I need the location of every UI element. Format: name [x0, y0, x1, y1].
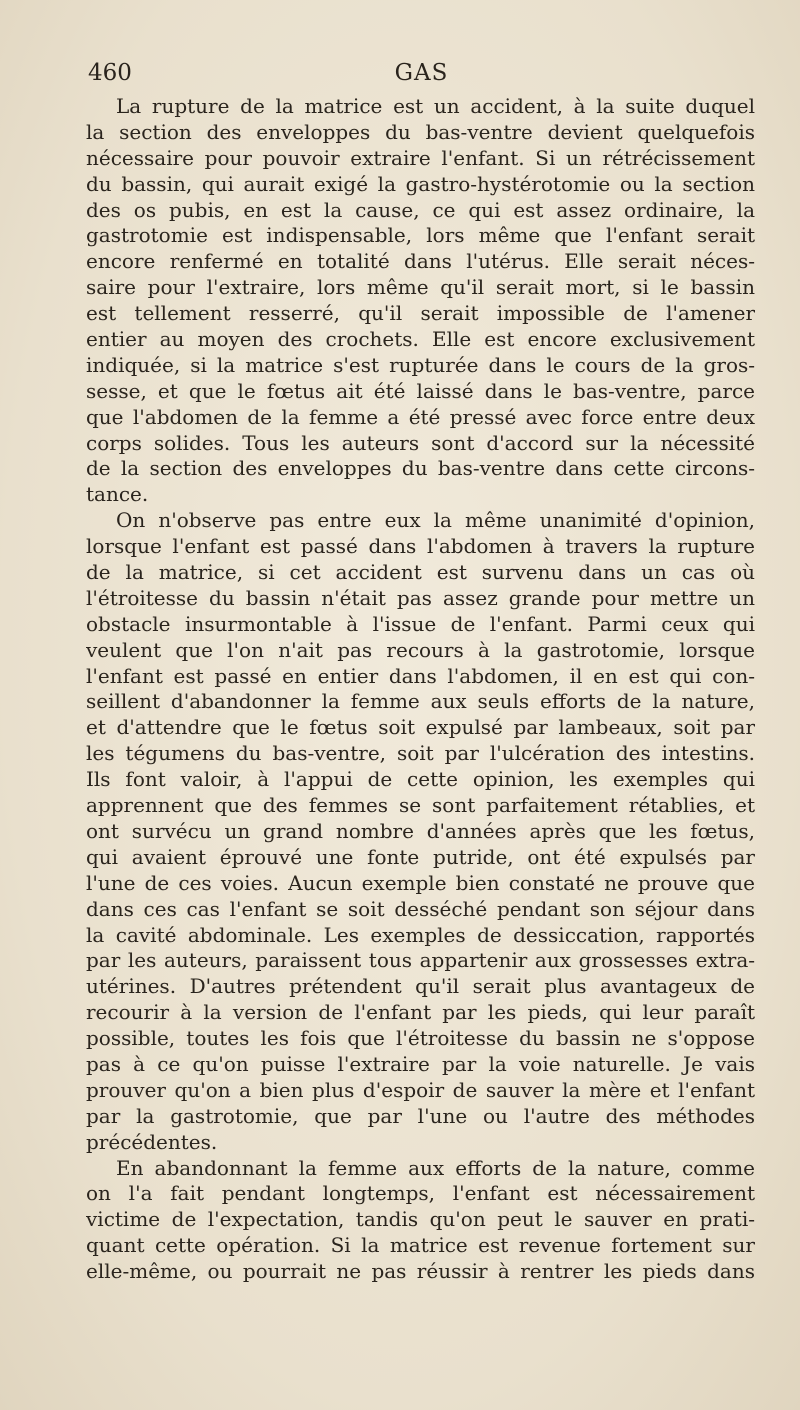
text-line: seillent d'abandonner la femme aux seuls efforts de la nature,	[86, 689, 755, 714]
body-text	[86, 94, 755, 1285]
text-line: pas à ce qu'on puisse l'extraire par la voie naturelle. Je vais	[86, 1051, 755, 1076]
text-line: On n'observe pas entre eux la même unanimité d'opinion,	[116, 508, 755, 533]
text-line: qui avaient éprouvé une fonte putride, ont été expulsés par	[86, 844, 755, 869]
text-line: La rupture de la matrice est un accident, à la suite duquel	[116, 94, 755, 118]
text-line: veulent que l'on n'ait pas recours à la gastrotomie, lorsque	[86, 637, 755, 662]
text-line: de la section des enveloppes du bas-ventre dans cette circons-	[86, 456, 755, 481]
text-line: du bassin, qui aurait exigé la gastro-hystérotomie ou la section	[86, 171, 755, 196]
text-line: des os pubis, en est la cause, ce qui est assez ordinaire, la	[86, 197, 755, 222]
text-line: les tégumens du bas-ventre, soit par l'ulcération des intestins.	[86, 741, 755, 766]
text-line: obstacle insurmontable à l'issue de l'enfant. Parmi ceux qui	[86, 611, 755, 636]
text-line: la section des enveloppes du bas-ventre devient quelquefois	[86, 119, 755, 144]
text-line: nécessaire pour pouvoir extraire l'enfant. Si un rétrécissement	[86, 145, 755, 170]
text-line: prouver qu'on a bien plus d'espoir de sauver la mère et l'enfant	[86, 1077, 755, 1102]
text-line: l'une de ces voies. Aucun exemple bien constaté ne prouve que	[86, 870, 755, 895]
text-line: indiquée, si la matrice s'est rupturée dans le cours de la gros-	[86, 352, 755, 377]
text-line: Ils font valoir, à l'appui de cette opinion, les exemples qui	[86, 767, 755, 792]
text-line: que l'abdomen de la femme a été pressé avec force entre deux	[86, 404, 755, 429]
text-line: possible, toutes les fois que l'étroitesse du bassin ne s'oppose	[86, 1026, 755, 1051]
text-line: par la gastrotomie, que par l'une ou l'autre des méthodes	[86, 1103, 755, 1128]
text-line: on l'a fait pendant longtemps, l'enfant est nécessairement	[86, 1181, 755, 1206]
text-line: saire pour l'extraire, lors même qu'il serait mort, si le bassin	[86, 275, 755, 300]
text-line: recourir à la version de l'enfant par les pieds, qui leur paraît	[86, 1000, 755, 1025]
text-line: est tellement resserré, qu'il serait impossible de l'amener	[86, 301, 755, 326]
text-line: de la matrice, si cet accident est survenu dans un cas où	[86, 560, 755, 585]
running-head: GAS	[394, 60, 449, 86]
text-line: encore renfermé en totalité dans l'utérus. Elle serait néces-	[86, 249, 755, 274]
text-line: apprennent que des femmes se sont parfaitement rétablies, et	[86, 793, 755, 818]
text-line: et d'attendre que le fœtus soit expulsé par lambeaux, soit par	[86, 715, 755, 740]
text-line: sesse, et que le fœtus ait été laissé dans le bas-ventre, parce	[86, 378, 755, 403]
text-line: En abandonnant la femme aux efforts de la nature, comme	[116, 1155, 755, 1180]
text-line: la cavité abdominale. Les exemples de dessiccation, rapportés	[86, 922, 755, 947]
text-line: lorsque l'enfant est passé dans l'abdomen à travers la rupture	[86, 534, 755, 559]
text-line: entier au moyen des crochets. Elle est encore exclusivement	[86, 327, 755, 352]
text-line: gastrotomie est indispensable, lors même que l'enfant serait	[86, 223, 755, 248]
text-line: ont survécu un grand nombre d'années après que les fœtus,	[86, 818, 755, 843]
text-line: précédentes.	[86, 1129, 218, 1154]
text-line: tance.	[86, 482, 149, 507]
text-line: elle-même, ou pourrait ne pas réussir à rentrer les pieds dans	[86, 1259, 755, 1284]
text-line: l'enfant est passé en entier dans l'abdomen, il en est qui con-	[86, 663, 755, 688]
text-line: victime de l'expectation, tandis qu'on peut le sauver en prati-	[86, 1207, 755, 1232]
page-header	[88, 60, 755, 94]
page-number: 460	[88, 60, 132, 86]
text-line: dans ces cas l'enfant se soit desséché pendant son séjour dans	[86, 896, 755, 921]
text-line: corps solides. Tous les auteurs sont d'accord sur la nécessité	[86, 430, 755, 455]
text-line: utérines. D'autres prétendent qu'il serait plus avantageux de	[86, 974, 755, 999]
text-line: quant cette opération. Si la matrice est revenue fortement sur	[86, 1233, 755, 1258]
text-line: par les auteurs, paraissent tous appartenir aux grossesses extra-	[86, 948, 755, 973]
text-line: l'étroitesse du bassin n'était pas assez grande pour mettre un	[86, 585, 755, 610]
